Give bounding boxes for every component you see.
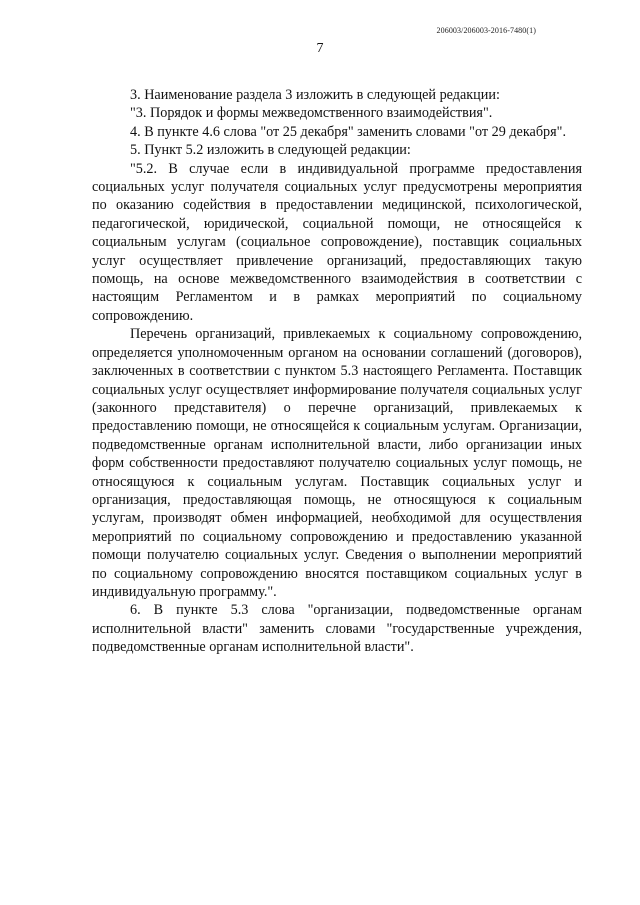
paragraph-item-6: 6. В пункте 5.3 слова "организации, подведомственные органам исполнительной власти" заменить словами "государственные учреждения, подведомственные органам исполнительной власти". — [92, 602, 582, 656]
paragraph-item-4: 4. В пункте 4.6 слова "от 25 декабря" заменить словами "от 29 декабря". — [130, 123, 567, 140]
document-body — [92, 86, 582, 657]
paragraph-item-5: 5. Пункт 5.2 изложить в следующей редакции: — [130, 142, 411, 159]
paragraph-section-3-heading: 3. Наименование раздела 3 изложить в следующей редакции: — [130, 87, 500, 103]
paragraph-section-3-title: "3. Порядок и формы межведомственного взаимодействия". — [130, 105, 493, 122]
paragraph-organizations-list: Перечень организаций, привлекаемых к социальному сопровождению, определяется уполномоченным органом на основании соглашений (договоров), заключенных в соответствии с пунктом 5.3 настоящего Регламента. Поставщик социальных услуг осуществляет информирование получателя социальных услуг (законного представителя) о перечне организаций, привлекаемых к предоставлению помощи, не относящейся к социальным услугам. Организации, подведомственные органам исполнительной власти, либо организации иных форм собственности предоставляют получателю социальных услуг помощь, не относящуюся к социальным услугам. Поставщик социальных услуг и организация, предоставляющая помощь, не относящуюся к социальным услугам, производят обмен информацией, необходимой для осуществления мероприятий по социальному сопровождению и предоставлению указанной помощи получателю социальных услуг. Сведения о выполнении мероприятий по социальному сопровождению вносятся поставщиком социальных услуг в индивидуальную программу.". — [92, 326, 582, 600]
page-number: 7 — [316, 41, 324, 56]
paragraph-clause-5-2: "5.2. В случае если в индивидуальной программе предоставления социальных услуг получателя социальных услуг предусмотрены мероприятия по оказанию содействия в предоставлении медицинской, психологической, педагогической, юридической, социальной помощи, не относящейся к социальным услугам (социальное сопровождение), поставщик социальных услуг осуществляет привлечение организаций, предоставляющих такую помощь, на основе межведомственного взаимодействия в соответствии с настоящим Регламентом и в рамках мероприятий по социальному сопровождению. — [92, 160, 582, 324]
document-id: 206003/206003-2016-7480(1) — [436, 26, 536, 35]
